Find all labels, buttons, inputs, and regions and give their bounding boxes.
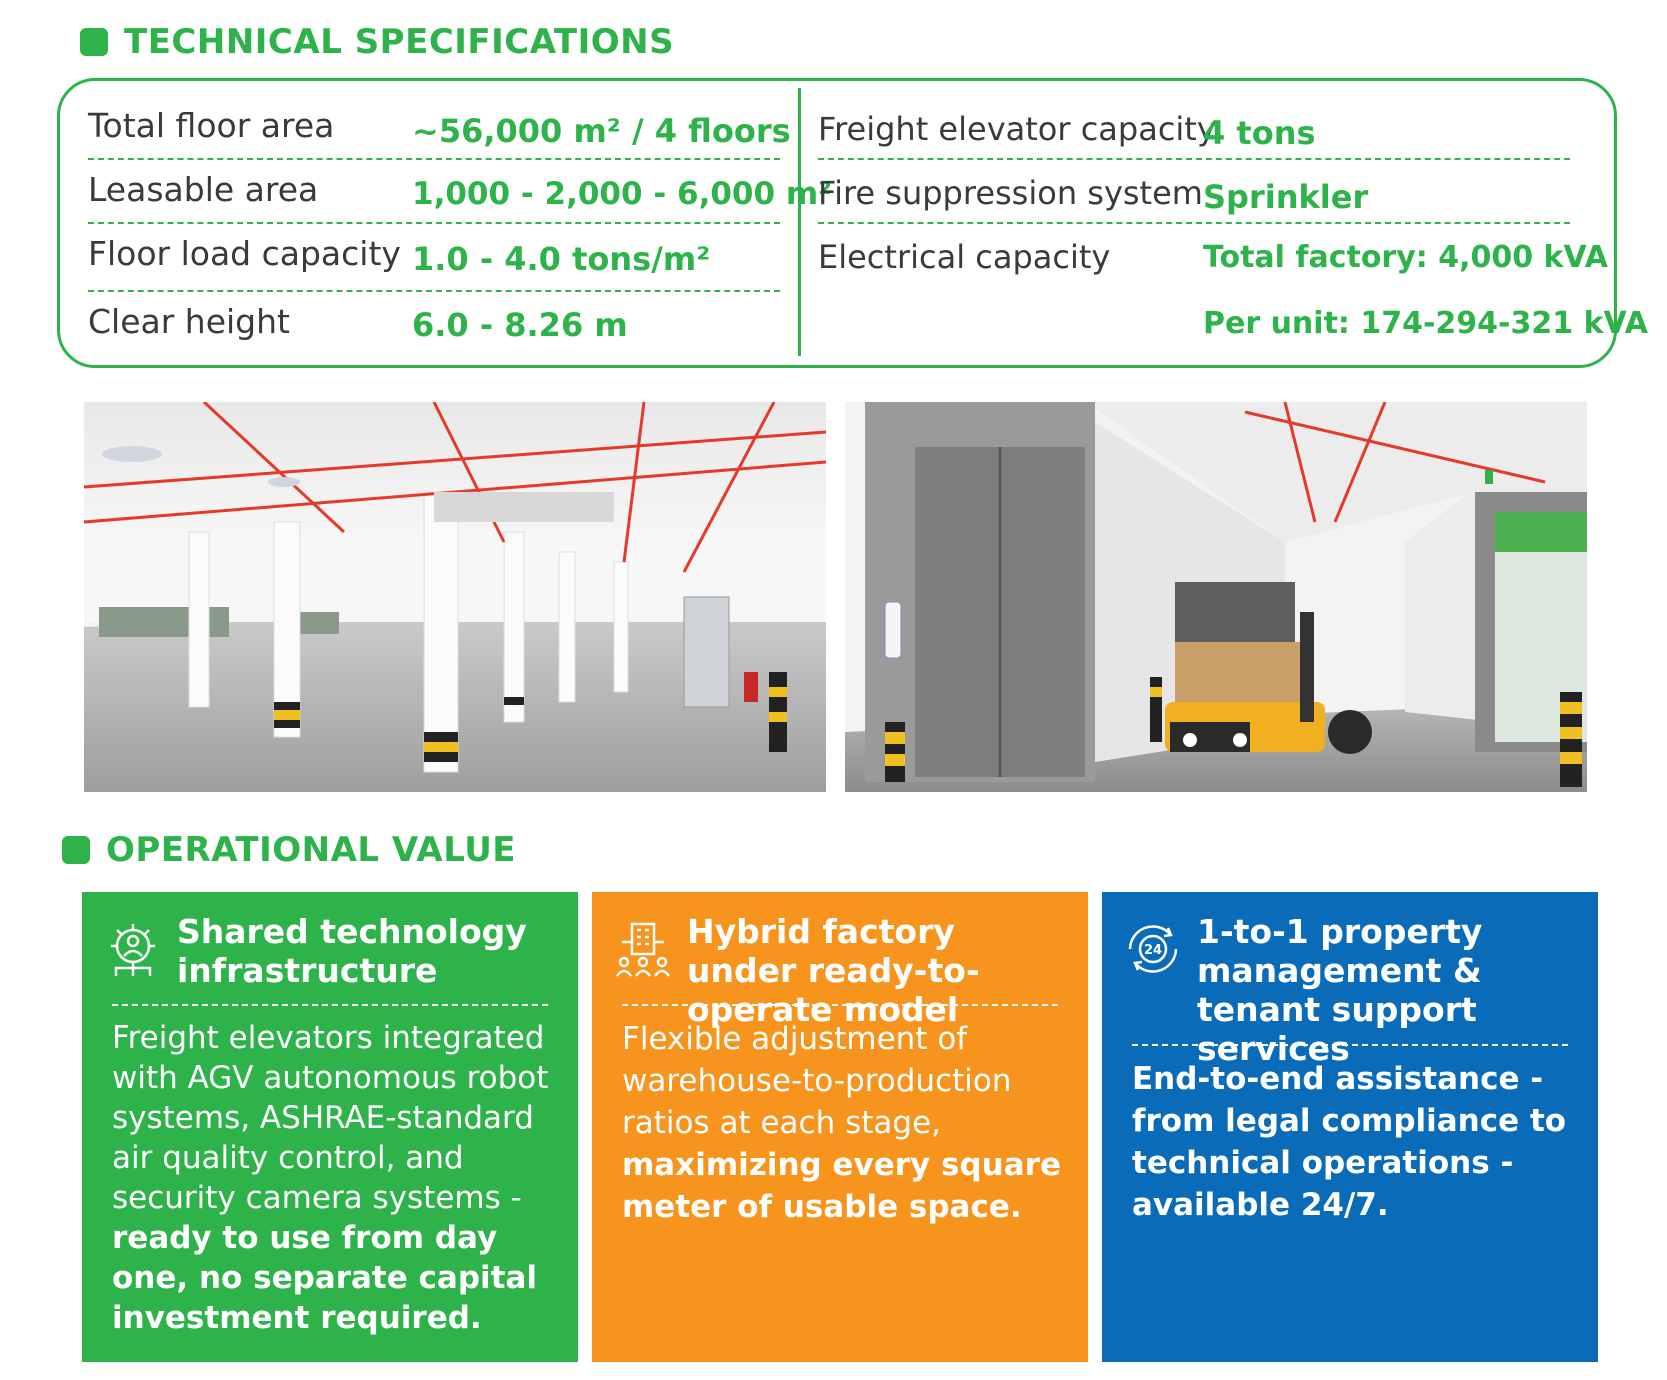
card-property-management bbox=[1102, 892, 1598, 1362]
spec-divider-line bbox=[88, 290, 780, 292]
card-divider-line bbox=[622, 1004, 1058, 1006]
technical-title-text: TECHNICAL SPECIFICATIONS bbox=[124, 22, 675, 62]
card-body bbox=[1132, 1058, 1578, 1226]
spec-label-total-floor-area: Total floor area bbox=[88, 106, 335, 145]
spec-divider-line bbox=[818, 158, 1570, 160]
spec-label-fire-suppression: Fire suppression system bbox=[818, 174, 1203, 212]
card-hybrid-factory bbox=[592, 892, 1088, 1362]
spec-label-clear-height: Clear height bbox=[88, 302, 290, 341]
card-divider-line bbox=[1132, 1044, 1568, 1046]
card-body-text: Flexible adjustment of warehouse-to-production ratios at each stage, bbox=[622, 1021, 1012, 1141]
spec-divider-line bbox=[818, 222, 1570, 224]
card-divider-line bbox=[112, 1004, 548, 1006]
card-body bbox=[622, 1018, 1068, 1228]
card-heading: 1-to-1 property management & tenant support services bbox=[1197, 912, 1483, 1068]
card-shared-technology bbox=[82, 892, 578, 1362]
building-people-icon bbox=[614, 920, 672, 978]
card-body-text: Freight elevators integrated with AGV autonomous robot systems, ASHRAE-standard air quality control, and security camera systems - bbox=[112, 1020, 549, 1216]
svg-text:24: 24 bbox=[1143, 943, 1163, 958]
operational-value-title bbox=[62, 830, 516, 870]
card-body bbox=[112, 1018, 558, 1338]
section-bullet-icon bbox=[80, 28, 108, 56]
spec-value-electrical-total: Total factory: 4,000 kVA bbox=[1203, 240, 1608, 275]
support-24-icon bbox=[1124, 920, 1182, 978]
section-bullet-icon bbox=[62, 836, 90, 864]
spec-value-fire-suppression: Sprinkler bbox=[1203, 178, 1369, 216]
gear-person-icon bbox=[104, 920, 162, 978]
warehouse-interior-photo bbox=[84, 402, 826, 792]
spec-label-freight-elevator: Freight elevator capacity bbox=[818, 110, 1216, 148]
freight-elevator-agv-photo bbox=[845, 402, 1587, 792]
card-heading: Shared technology infrastructure bbox=[177, 912, 527, 990]
card-body-emphasis: ready to use from day one, no separate capital investment required. bbox=[112, 1220, 538, 1336]
operational-title-text: OPERATIONAL VALUE bbox=[106, 830, 517, 870]
spec-label-electrical: Electrical capacity bbox=[818, 238, 1111, 276]
spec-value-electrical-per-unit: Per unit: 174-294-321 kVA bbox=[1203, 306, 1648, 341]
spec-divider-line bbox=[88, 222, 780, 224]
spec-value-leasable-area: 1,000 - 2,000 - 6,000 m² bbox=[412, 176, 832, 212]
card-body-emphasis: maximizing every square meter of usable space. bbox=[622, 1147, 1061, 1225]
spec-column-divider bbox=[798, 88, 801, 356]
spec-label-leasable-area: Leasable area bbox=[88, 170, 319, 209]
card-heading: Hybrid factory under ready-to-operate model bbox=[687, 912, 980, 1029]
spec-value-total-floor-area: ~56,000 m² / 4 floors bbox=[412, 112, 791, 150]
spec-value-clear-height: 6.0 - 8.26 m bbox=[412, 306, 628, 344]
spec-divider-line bbox=[88, 158, 780, 160]
spec-label-floor-load: Floor load capacity bbox=[88, 234, 401, 273]
technical-specifications-title bbox=[80, 22, 674, 62]
spec-value-floor-load: 1.0 - 4.0 tons/m² bbox=[412, 240, 711, 278]
card-body-emphasis: End-to-end assistance - from legal compliance to technical operations - available 24/7. bbox=[1132, 1061, 1567, 1223]
spec-value-freight-elevator: 4 tons bbox=[1203, 114, 1316, 152]
